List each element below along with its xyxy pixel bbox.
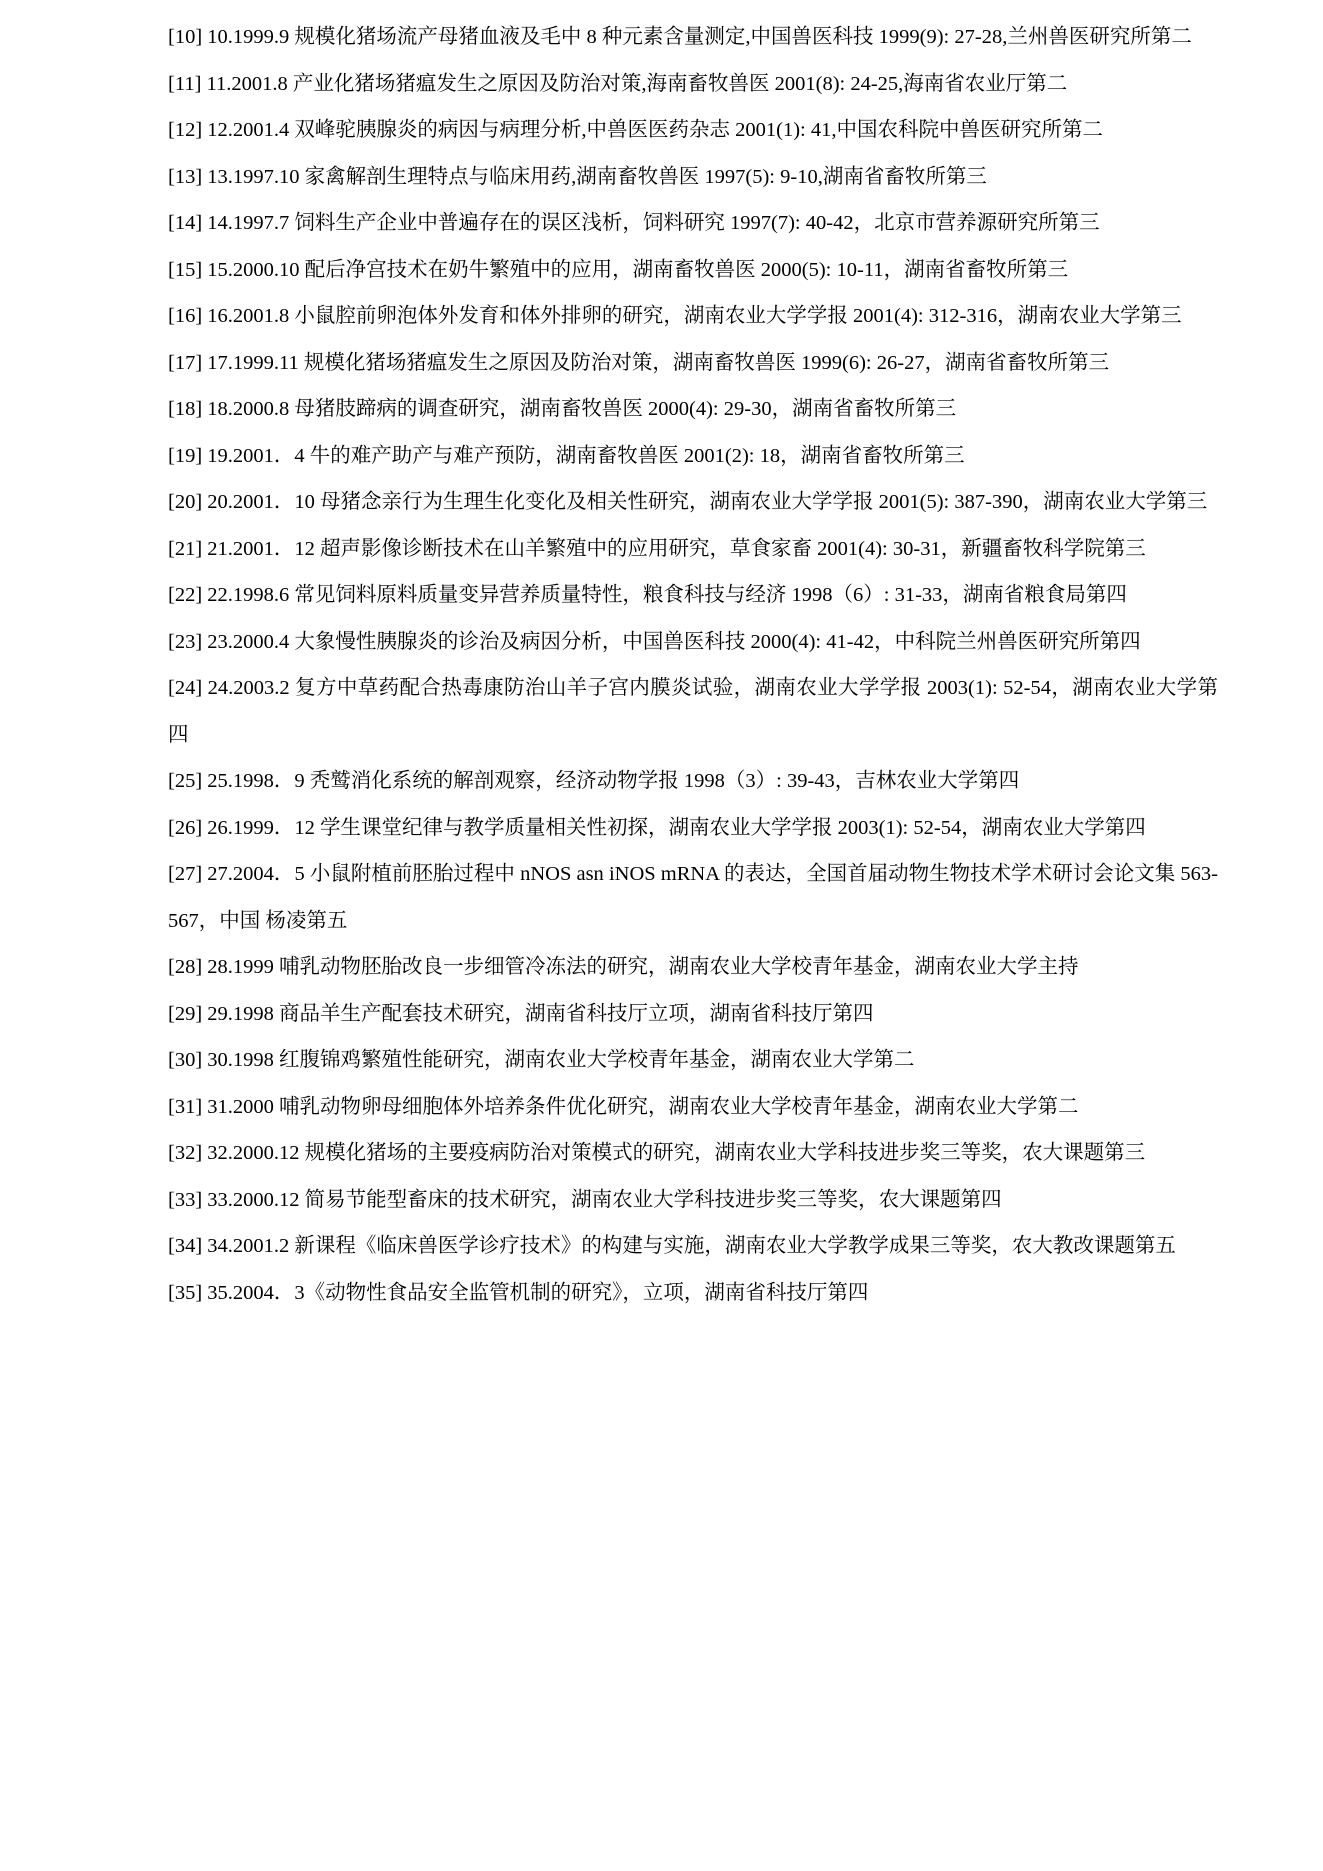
reference-item: [19] 19.2001．4 牛的难产助产与难产预防，湖南畜牧兽医 2001(2): 18，湖南省畜牧所第三 <box>168 444 965 467</box>
reference-item: [10] 10.1999.9 规模化猪场流产母猪血液及毛中 8 种元素含量测定,中国兽医科技 1999(9): 27-28,兰州兽医研究所第二 <box>168 26 1192 48</box>
reference-item: [17] 17.1999.11 规模化猪场猪瘟发生之原因及防治对策，湖南畜牧兽医 1999(6): 26-27，湖南省畜牧所第三 <box>168 351 1110 374</box>
reference-item: [12] 12.2001.4 双峰驼胰腺炎的病因与病理分析,中兽医医药杂志 2001(1): 41,中国农科院中兽医研究所第二 <box>168 119 1104 141</box>
reference-list <box>168 14 1218 1316</box>
reference-item: [25] 25.1998．9 秃鹫消化系统的解剖观察，经济动物学报 1998（3）: 39-43，吉林农业大学第四 <box>168 770 1020 792</box>
reference-item: [35] 35.2004．3《动物性食品安全监管机制的研究》，立项，湖南省科技厅第四 <box>168 1281 869 1304</box>
reference-item: [34] 34.2001.2 新课程《临床兽医学诊疗技术》的构建与实施，湖南农业大学教学成果三等奖，农大教改课题第五 <box>168 1235 1176 1257</box>
reference-item: [24] 24.2003.2 复方中草药配合热毒康防治山羊子宫内膜炎试验，湖南农业大学学报 2003(1): 52-54，湖南农业大学第四 <box>168 677 1218 746</box>
reference-item: [26] 26.1999．12 学生课堂纪律与教学质量相关性初探，湖南农业大学学报 2003(1): 52-54，湖南农业大学第四 <box>168 816 1146 839</box>
reference-item: [23] 23.2000.4 大象慢性胰腺炎的诊治及病因分析，中国兽医科技 2000(4): 41-42，中科院兰州兽医研究所第四 <box>168 630 1141 653</box>
reference-item: [28] 28.1999 哺乳动物胚胎改良一步细管冷冻法的研究，湖南农业大学校青年基金，湖南农业大学主持 <box>168 956 1079 978</box>
reference-item: [27] 27.2004．5 小鼠附植前胚胎过程中 nNOS asn iNOS mRNA 的表达，全国首届动物生物技术学术研讨会论文集 563-567，中国 杨凌第五 <box>168 863 1218 932</box>
reference-item: [22] 22.1998.6 常见饲料原料质量变异营养质量特性，粮食科技与经济 1998（6）: 31-33，湖南省粮食局第四 <box>168 584 1127 606</box>
reference-item: [13] 13.1997.10 家禽解剖生理特点与临床用药,湖南畜牧兽医 1997(5): 9-10,湖南省畜牧所第三 <box>168 165 987 188</box>
reference-item: [30] 30.1998 红腹锦鸡繁殖性能研究，湖南农业大学校青年基金，湖南农业大学第二 <box>168 1049 915 1071</box>
reference-item: [11] 11.2001.8 产业化猪场猪瘟发生之原因及防治对策,海南畜牧兽医 2001(8): 24-25,海南省农业厅第二 <box>168 72 1068 95</box>
reference-item: [15] 15.2000.10 配后净宫技术在奶牛繁殖中的应用，湖南畜牧兽医 2000(5): 10-11，湖南省畜牧所第三 <box>168 258 1069 281</box>
reference-item: [31] 31.2000 哺乳动物卵母细胞体外培养条件优化研究，湖南农业大学校青年基金，湖南农业大学第二 <box>168 1095 1079 1118</box>
reference-item: [29] 29.1998 商品羊生产配套技术研究，湖南省科技厅立项，湖南省科技厅第四 <box>168 1002 874 1025</box>
reference-item: [32] 32.2000.12 规模化猪场的主要疫病防治对策模式的研究，湖南农业大学科技进步奖三等奖，农大课题第三 <box>168 1142 1146 1164</box>
reference-item: [33] 33.2000.12 简易节能型畜床的技术研究，湖南农业大学科技进步奖三等奖，农大课题第四 <box>168 1188 1002 1211</box>
reference-item: [16] 16.2001.8 小鼠腔前卵泡体外发育和体外排卵的研究，湖南农业大学学报 2001(4): 312-316，湖南农业大学第三 <box>168 305 1182 327</box>
reference-item: [18] 18.2000.8 母猪肢蹄病的调查研究，湖南畜牧兽医 2000(4): 29-30，湖南省畜牧所第三 <box>168 398 957 420</box>
reference-item: [20] 20.2001．10 母猪念亲行为生理生化变化及相关性研究，湖南农业大学学报 2001(5): 387-390，湖南农业大学第三 <box>168 491 1208 513</box>
reference-item: [21] 21.2001．12 超声影像诊断技术在山羊繁殖中的应用研究，草食家畜 2001(4): 30-31，新疆畜牧科学院第三 <box>168 537 1146 560</box>
reference-item: [14] 14.1997.7 饲料生产企业中普遍存在的误区浅析，饲料研究 1997(7): 40-42，北京市营养源研究所第三 <box>168 212 1100 234</box>
